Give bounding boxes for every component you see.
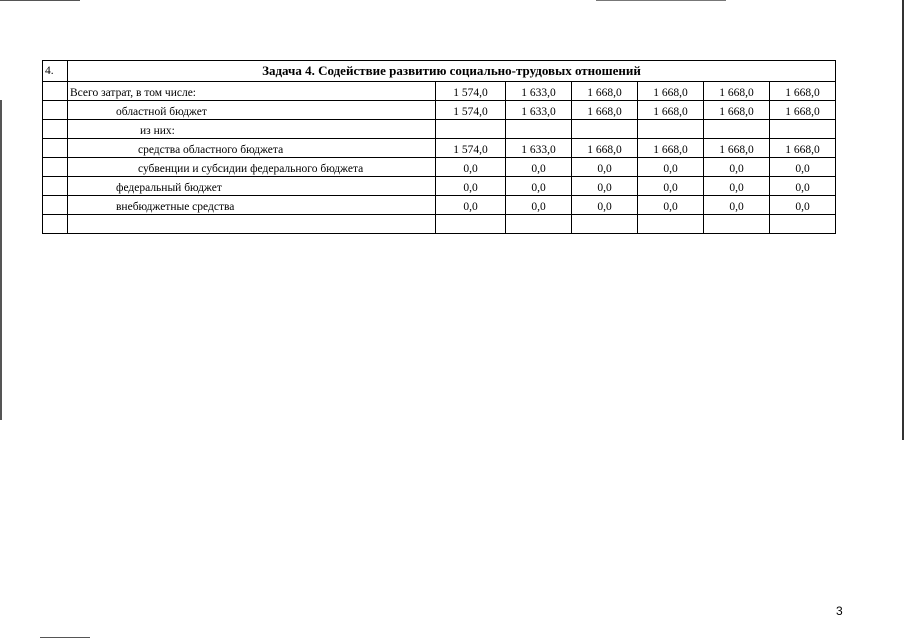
- row-number-cell: [43, 158, 68, 177]
- row-number-cell: [43, 120, 68, 139]
- table-row: [43, 196, 836, 215]
- row-label: субвенции и субсидии федерального бюджета: [68, 158, 436, 177]
- value-cell: [638, 215, 704, 234]
- value-cell: 1 668,0: [770, 139, 836, 158]
- value-cell: 0,0: [770, 177, 836, 196]
- value-cell: 0,0: [506, 158, 572, 177]
- value-cell: 1 668,0: [638, 82, 704, 101]
- value-cell: [704, 120, 770, 139]
- budget-table: [42, 60, 836, 234]
- value-cell: [638, 120, 704, 139]
- value-cell: 0,0: [572, 196, 638, 215]
- task-title-row: [43, 61, 836, 82]
- value-cell: [506, 120, 572, 139]
- value-cell: 0,0: [638, 177, 704, 196]
- value-cell: 0,0: [704, 177, 770, 196]
- value-cell: [436, 120, 506, 139]
- value-cell: 0,0: [506, 177, 572, 196]
- value-cell: 1 633,0: [506, 82, 572, 101]
- value-cell: [770, 120, 836, 139]
- row-number-cell: [43, 177, 68, 196]
- table-row: [43, 177, 836, 196]
- row-number-cell: [43, 196, 68, 215]
- table-row: [43, 215, 836, 234]
- row-label: из них:: [68, 120, 436, 139]
- value-cell: 1 668,0: [638, 139, 704, 158]
- value-cell: 1 574,0: [436, 101, 506, 120]
- scan-artifact-line: [0, 100, 2, 420]
- value-cell: 1 668,0: [638, 101, 704, 120]
- value-cell: [572, 215, 638, 234]
- table-row: [43, 139, 836, 158]
- value-cell: 1 574,0: [436, 139, 506, 158]
- value-cell: [506, 215, 572, 234]
- task-number: 4.: [43, 61, 68, 82]
- value-cell: 1 668,0: [704, 82, 770, 101]
- value-cell: 0,0: [572, 158, 638, 177]
- table-row: [43, 120, 836, 139]
- scan-artifact-line: [40, 637, 90, 638]
- row-label: Всего затрат, в том числе:: [68, 82, 436, 101]
- value-cell: 1 668,0: [572, 139, 638, 158]
- value-cell: 0,0: [704, 196, 770, 215]
- scan-artifact-line: [596, 0, 726, 1]
- scan-artifact-line: [0, 0, 80, 1]
- table-row: [43, 82, 836, 101]
- value-cell: 1 668,0: [770, 82, 836, 101]
- value-cell: 1 668,0: [572, 101, 638, 120]
- value-cell: 1 574,0: [436, 82, 506, 101]
- row-label: федеральный бюджет: [68, 177, 436, 196]
- value-cell: 0,0: [770, 158, 836, 177]
- value-cell: 1 668,0: [704, 101, 770, 120]
- value-cell: 1 668,0: [770, 101, 836, 120]
- row-label: областной бюджет: [68, 101, 436, 120]
- table-row: [43, 158, 836, 177]
- value-cell: 1 668,0: [572, 82, 638, 101]
- row-number-cell: [43, 101, 68, 120]
- value-cell: 0,0: [436, 177, 506, 196]
- value-cell: [770, 215, 836, 234]
- value-cell: 0,0: [436, 158, 506, 177]
- scan-artifact-line: [902, 0, 904, 440]
- value-cell: 0,0: [638, 158, 704, 177]
- value-cell: 0,0: [638, 196, 704, 215]
- row-number-cell: [43, 82, 68, 101]
- value-cell: 0,0: [770, 196, 836, 215]
- value-cell: 0,0: [506, 196, 572, 215]
- value-cell: [436, 215, 506, 234]
- row-number-cell: [43, 215, 68, 234]
- row-number-cell: [43, 139, 68, 158]
- value-cell: [572, 120, 638, 139]
- row-label: [68, 215, 436, 234]
- value-cell: 0,0: [704, 158, 770, 177]
- row-label: средства областного бюджета: [68, 139, 436, 158]
- value-cell: 1 633,0: [506, 139, 572, 158]
- value-cell: 1 633,0: [506, 101, 572, 120]
- value-cell: 1 668,0: [704, 139, 770, 158]
- page-number: 3: [836, 604, 843, 618]
- value-cell: [704, 215, 770, 234]
- value-cell: 0,0: [436, 196, 506, 215]
- value-cell: 0,0: [572, 177, 638, 196]
- row-label: внебюджетные средства: [68, 196, 436, 215]
- table-row: [43, 101, 836, 120]
- task-title: Задача 4. Содействие развитию социально-трудовых отношений: [68, 61, 836, 82]
